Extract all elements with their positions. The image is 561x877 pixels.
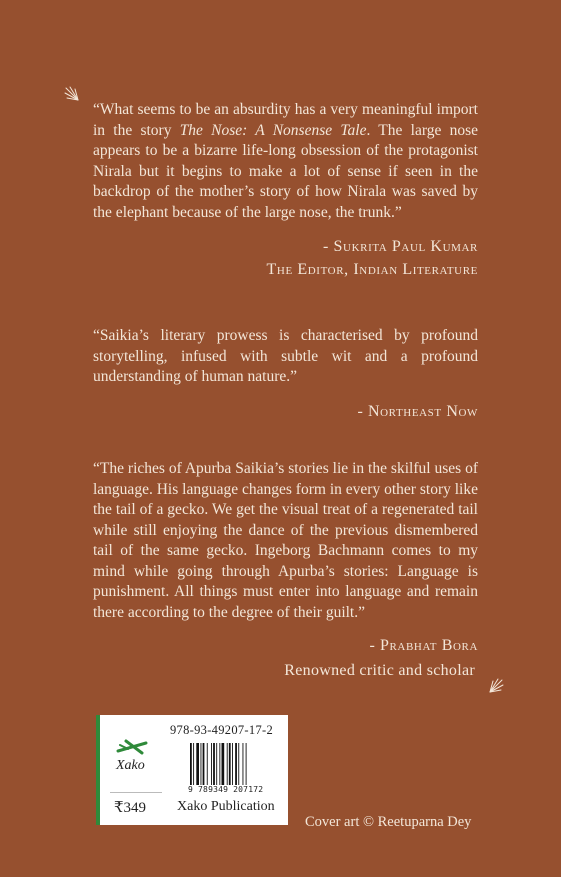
barcode-bar xyxy=(232,743,233,785)
quote-1-attribution-role: The Editor, Indian Literature xyxy=(266,261,478,278)
barcode-bar xyxy=(193,743,194,785)
publisher-logo xyxy=(112,737,160,777)
quote-3-attribution: - Prabhat Bora xyxy=(369,637,478,654)
barcode-bar xyxy=(227,743,228,785)
story-title: The Nose: A Nonsense Tale xyxy=(179,121,367,139)
barcode-bar xyxy=(190,743,192,785)
barcode-bar xyxy=(211,743,212,785)
barcode-bar xyxy=(203,743,205,785)
barcode-bar xyxy=(243,743,244,785)
barcode-bar xyxy=(196,743,199,785)
quote-2: “Saikia’s literary prowess is characterised by profound storytelling, infused with subtle wit and a profound understanding of human nature.” xyxy=(93,327,478,385)
barcode xyxy=(190,743,264,787)
spark-icon xyxy=(488,678,504,694)
barcode-bar xyxy=(246,743,247,785)
quote-2-attribution: - Northeast Now xyxy=(357,403,478,420)
isbn-price-box xyxy=(96,715,288,825)
quote-3: “The riches of Apurba Saikia’s stories lie in the skilful uses of language. His language changes form in every other story like the tail of a gecko. We get the visual treat of a regenerated tail while still enjoying the dance of the previous dismembered tail of the same gecko. Ingeborg Bachmann comes to my mind while going through Apurba’s stories: Language is punishment. All things must enter into language and remain there according to the degree of their guilt.” xyxy=(93,460,478,621)
isbn-number: 978-93-49207-17-2 xyxy=(170,723,274,737)
divider xyxy=(110,792,162,793)
barcode-bar xyxy=(235,743,237,785)
barcode-bar xyxy=(207,743,208,785)
barcode-bar xyxy=(213,743,215,785)
price: ₹349 xyxy=(114,800,147,816)
barcode-bar xyxy=(219,743,220,785)
barcode-bar xyxy=(238,743,239,785)
publisher-name: Xako Publication xyxy=(177,799,275,814)
barcode-bar xyxy=(216,743,217,785)
quote-1-text-start: “What seems to be an absurdity has a very meaningful import in the story xyxy=(93,101,478,139)
quote-1-text-end: . The large nose appears to be a bizarre life-long obsession of the protagonist Nirala but it begins to make a lot of sense if seen in the backdrop of the mother’s story of how Nirala was saved by the elephant because of the large nose, the trunk.” xyxy=(93,121,478,221)
barcode-bar xyxy=(201,743,202,785)
barcode-bar xyxy=(229,743,231,785)
spark-icon xyxy=(64,86,80,102)
barcode-bar xyxy=(222,743,225,785)
cover-art-credit: Cover art © Reetuparna Dey xyxy=(305,814,472,830)
svg-text:Xako: Xako xyxy=(116,758,145,773)
quote-1 xyxy=(93,100,478,223)
barcode-digits: 9 789349 207172 xyxy=(188,785,264,794)
quote-3-attribution-role: Renowned critic and scholar xyxy=(284,662,475,679)
quote-1-attribution: - Sukrita Paul Kumar xyxy=(323,238,478,255)
